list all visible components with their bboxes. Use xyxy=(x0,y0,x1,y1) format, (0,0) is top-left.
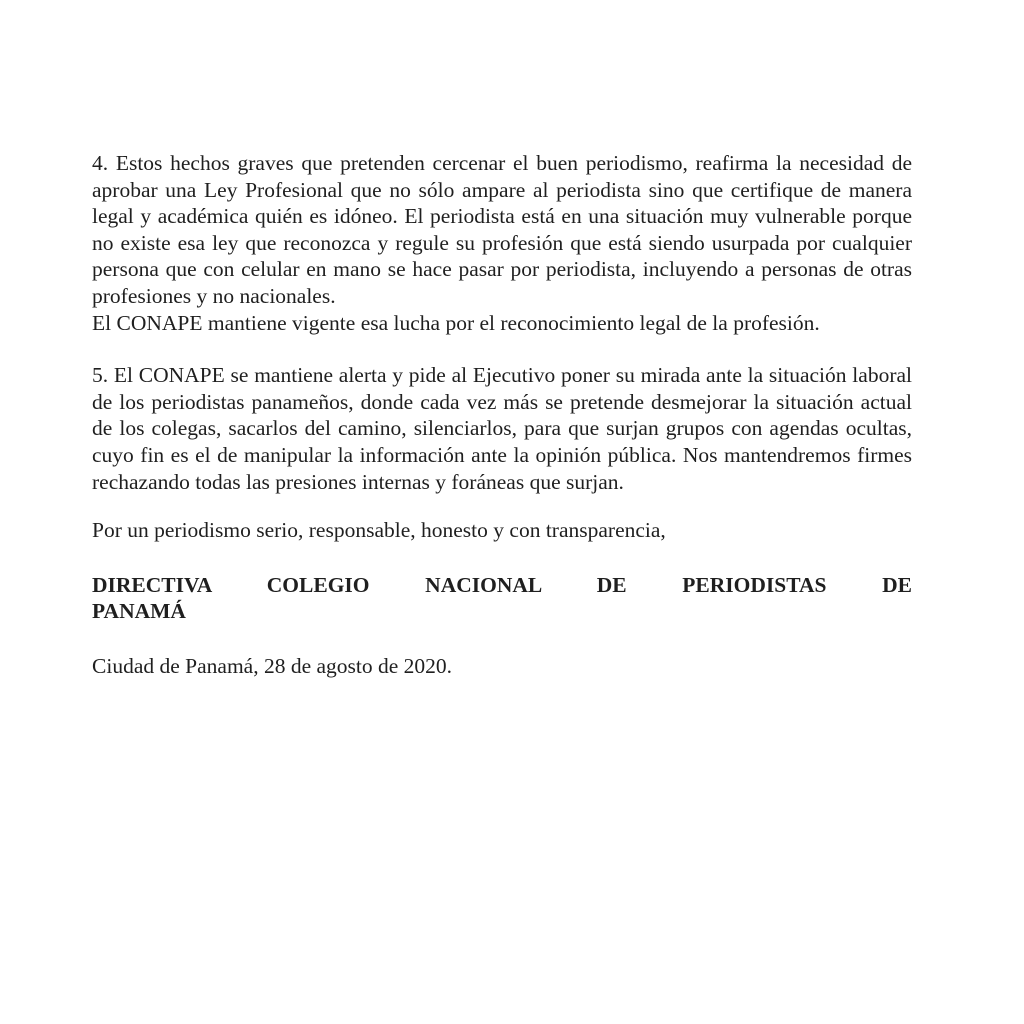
signature-block xyxy=(92,572,912,625)
paragraph-5: 5. El CONAPE se mantiene alerta y pide al Ejecutivo poner su mirada ante la situación laboral de los periodistas panameños, donde cada vez más se pretende desmejorar la situación actual de los colegas, sacarlos del camino, silenciarlos, para que surjan grupos con agendas ocultas, cuyo fin es el de manipular la información ante la opinión pública. Nos mantendremos firmes rechazando todas las presiones internas y foráneas que surjan. xyxy=(92,363,912,494)
paragraph-4-continuation: El CONAPE mantiene vigente esa lucha por el reconocimiento legal de la profesión. xyxy=(92,310,820,335)
document-page xyxy=(92,150,912,680)
paragraph-4: 4. Estos hechos graves que pretenden cercenar el buen periodismo, reafirma la necesidad de aprobar una Ley Profesional que no sólo ampare al periodista sino que certifique de manera legal y académica quién es idóneo. El periodista está en una situación muy vulnerable porque no existe esa ley que reconozca y regule su profesión que está siendo usurpada por cualquier persona que con celular en mano se hace pasar por periodista, incluyendo a personas de otras profesiones y no nacionales. xyxy=(92,151,912,308)
signature-line-1: DIRECTIVA COLEGIO NACIONAL DE PERIODISTAS DE xyxy=(92,572,912,597)
place-and-date: Ciudad de Panamá, 28 de agosto de 2020. xyxy=(92,653,453,678)
signature-line-2: PANAMÁ xyxy=(92,599,186,624)
closing-line: Por un periodismo serio, responsable, honesto y con transparencia, xyxy=(92,518,666,543)
